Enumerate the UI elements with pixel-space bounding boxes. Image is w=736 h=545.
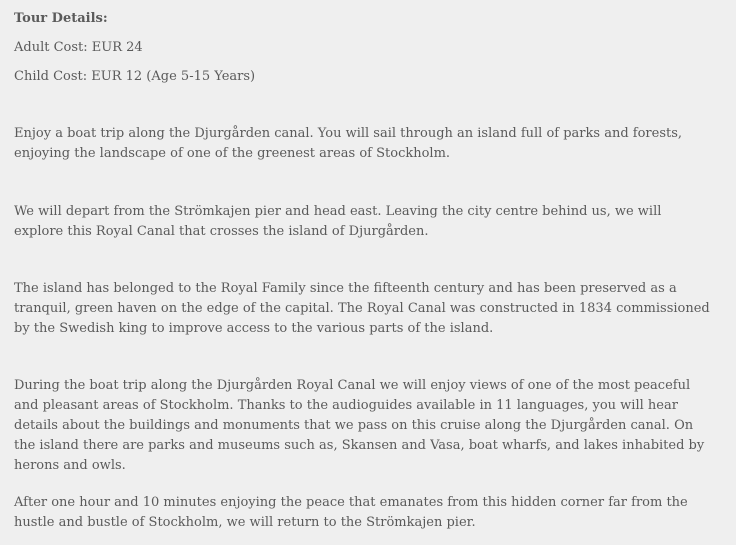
adult-cost: Adult Cost: EUR 24 — [14, 40, 143, 55]
child-cost: Child Cost: EUR 12 (Age 5-15 Years) — [14, 69, 256, 84]
paragraph-views: During the boat trip along the Djurgården Royal Canal we will enjoy views of one of the most peaceful and pleasant areas of Stockholm. Thanks to the audioguides available in 11 languages, you will hear details about the buildings and monuments that we pass on this cruise along the Djurgården canal. On the island there are parks and museums such as, Skansen and Vasa, boat wharfs, and lakes inhabited by herons and owls. — [14, 378, 705, 473]
paragraph-return: After one hour and 10 minutes enjoying the peace that emanates from this hidden corner far from the hustle and bustle of Stockholm, we will return to the Strömkajen pier. — [14, 495, 688, 530]
paragraph-intro: Enjoy a boat trip along the Djurgården canal. You will sail through an island full of parks and forests, enjoying the landscape of one of the greenest areas of Stockholm. — [14, 126, 683, 161]
tour-details-heading: Tour Details: — [14, 11, 108, 26]
paragraph-history: The island has belonged to the Royal Family since the fifteenth century and has been preserved as a tranquil, green haven on the edge of the capital. The Royal Canal was constructed in 1834 commissioned by the Swedish king to improve access to the various parts of the island. — [14, 281, 710, 336]
paragraph-departure: We will depart from the Strömkajen pier and head east. Leaving the city centre behind us, we will explore this Royal Canal that crosses the island of Djurgården. — [14, 204, 662, 239]
